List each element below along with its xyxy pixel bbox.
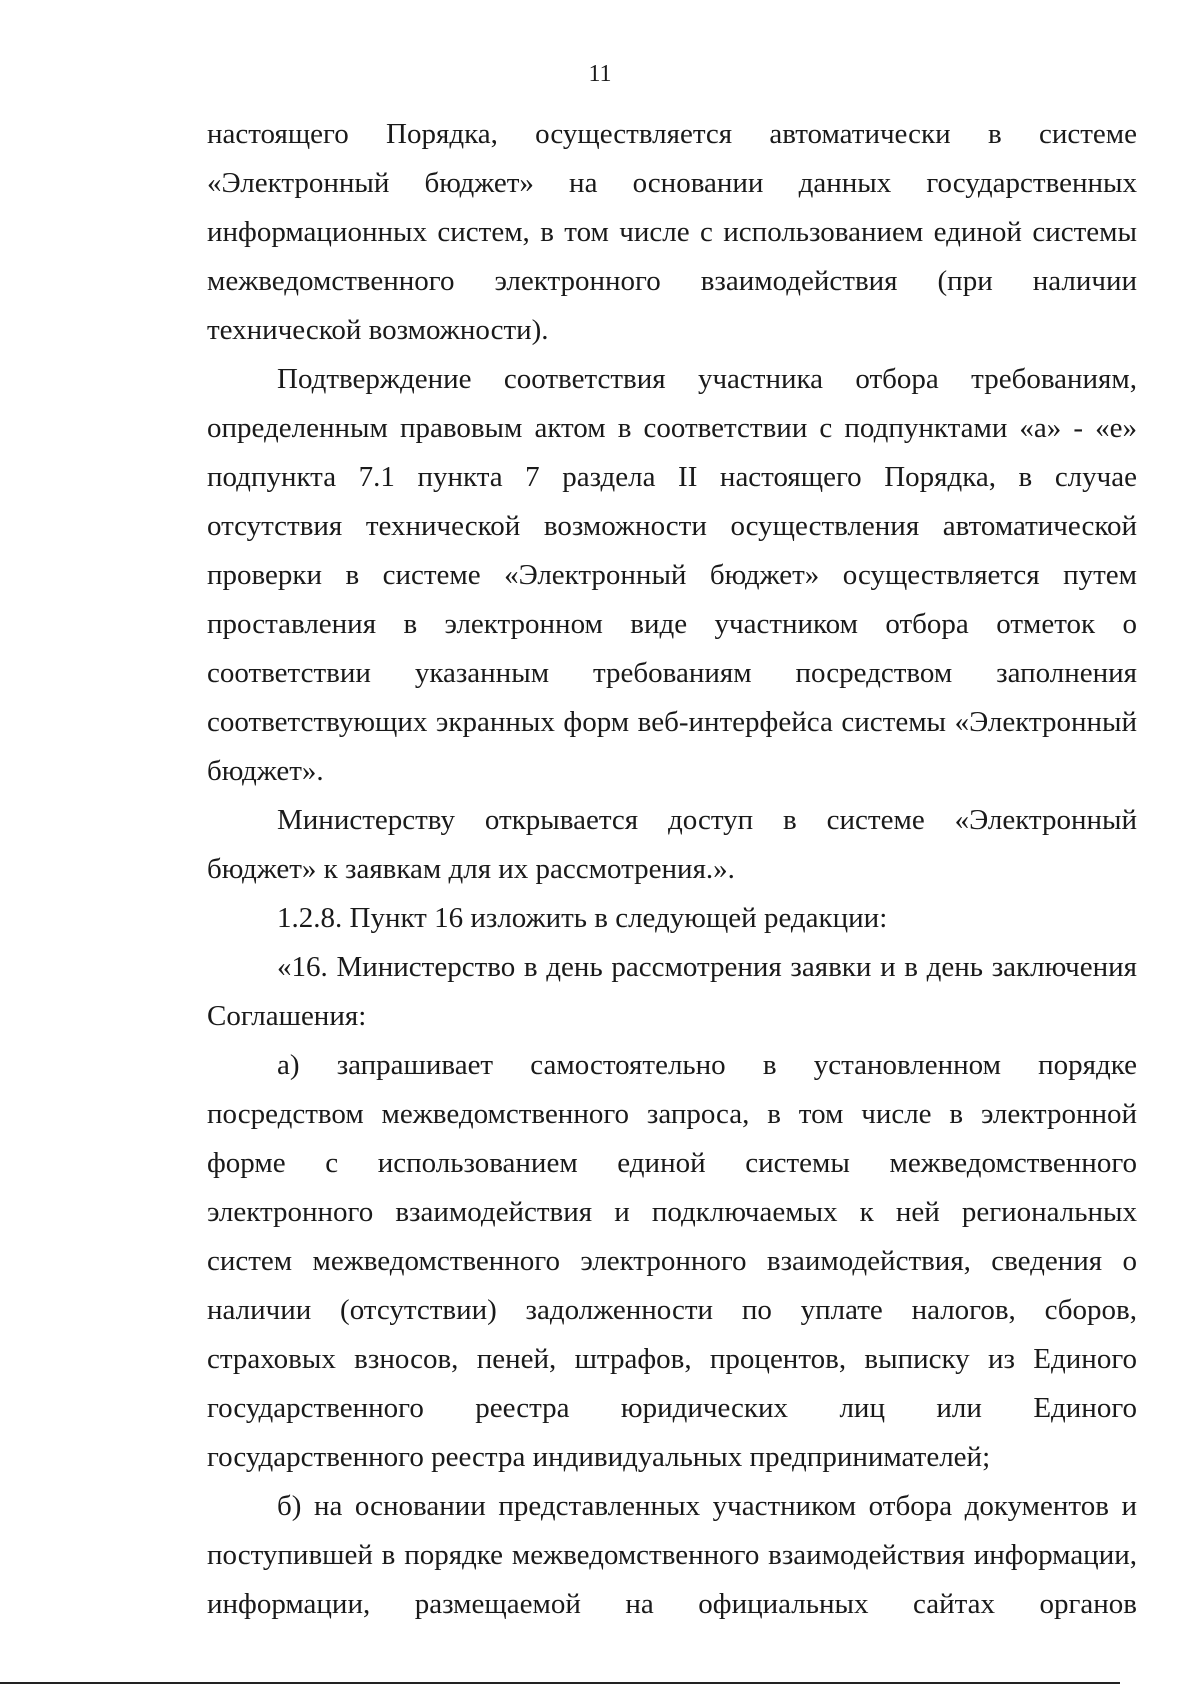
paragraph-point-16: «16. Министерство в день рассмотрения заявки и в день заключения Соглашения:: [207, 951, 1137, 1032]
paragraph-subpoint-b: б) на основании представленных участником отбора документов и поступившей в порядке межведомственного взаимодействия информации, информации, размещаемой на официальных сайтах органов: [207, 1490, 1137, 1620]
bottom-rule: [0, 1682, 1120, 1684]
paragraph-confirmation: Подтверждение соответствия участника отбора требованиям, определенным правовым актом в соответствии с подпунктами «а» - «е» подпункта 7.1 пункта 7 раздела II настоящего Порядка, в случае отсутствия технической возможности осуществления автоматической проверки в системе «Электронный бюджет» осуществляется путем проставления в электронном виде участником отбора отметок о соответствии указанным требованиям посредством заполнения соответствующих экранных форм веб-интерфейса системы «Электронный бюджет».: [207, 363, 1137, 787]
document-body: [207, 110, 1137, 1629]
paragraph-clause-1-2-8: 1.2.8. Пункт 16 изложить в следующей редакции:: [277, 902, 888, 934]
paragraph-continuation: настоящего Порядка, осуществляется автоматически в системе «Электронный бюджет» на основании данных государственных информационных систем, в том числе с использованием единой системы межведомственного электронного взаимодействия (при наличии технической возможности).: [207, 118, 1137, 346]
paragraph-subpoint-a: а) запрашивает самостоятельно в установленном порядке посредством межведомственного запроса, в том числе в электронной форме с использованием единой системы межведомственного электронного взаимодействия и подключаемых к ней региональных систем межведомственного электронного взаимодействия, сведения о наличии (отсутствии) задолженности по уплате налогов, сборов, страховых взносов, пеней, штрафов, процентов, выписку из Единого государственного реестра юридических лиц или Единого государственного реестра индивидуальных предпринимателей;: [207, 1049, 1137, 1473]
page-number: 11: [588, 61, 612, 87]
paragraph-ministry-access: Министерству открывается доступ в системе «Электронный бюджет» к заявкам для их рассмотрения.».: [207, 804, 1137, 885]
